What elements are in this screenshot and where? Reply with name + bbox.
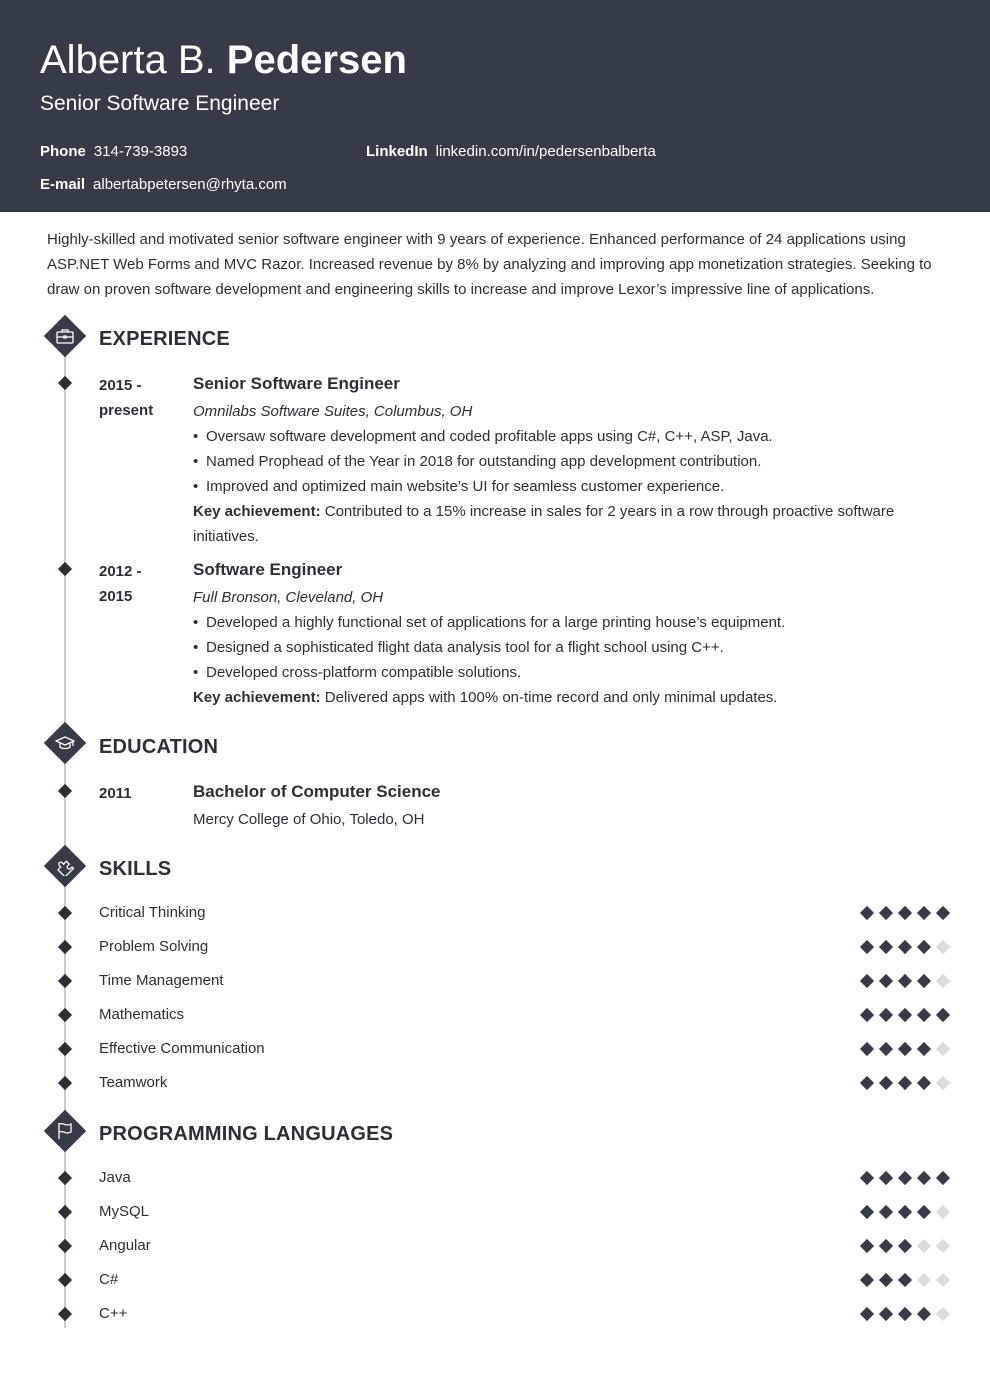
skill-rating: [860, 905, 952, 921]
timeline-dot: [58, 940, 72, 954]
rating-diamond-filled: [917, 1008, 931, 1022]
rating-diamond-filled: [898, 940, 912, 954]
rating-diamond-filled: [917, 940, 931, 954]
rating-diamond-filled: [917, 974, 931, 988]
rating-diamond-filled: [898, 1042, 912, 1056]
rating-diamond-filled: [879, 974, 893, 988]
bullet-text: Oversaw software development and coded profitable apps using C#, C++, ASP, Java.: [206, 428, 773, 445]
key-achievement-text: Contributed to a 15% increase in sales for 2 years in a row through proactive software initiatives.: [193, 503, 895, 545]
rating-diamond-filled: [879, 940, 893, 954]
language-name: Java: [99, 1169, 131, 1186]
rating-diamond-filled: [860, 1008, 874, 1022]
section-title-education: EDUCATION: [99, 736, 219, 758]
bullet-text: Developed a highly functional set of applications for a large printing house’s equipment.: [206, 614, 786, 631]
resume-header: [0, 0, 990, 212]
job-title: Senior Software Engineer: [193, 374, 400, 393]
rating-diamond-filled: [879, 1008, 893, 1022]
rating-diamond-empty: [936, 1307, 950, 1321]
section-title-skills: SKILLS: [99, 858, 172, 880]
rating-diamond-filled: [898, 906, 912, 920]
last-name: Pedersen: [226, 38, 407, 82]
job-date-start: 2015 -: [99, 377, 142, 394]
timeline-dot: [58, 1042, 72, 1056]
linkedin-link[interactable]: linkedin.com/in/pedersenbalberta: [435, 143, 656, 160]
rating-diamond-empty: [936, 1042, 950, 1056]
rating-diamond-filled: [879, 1042, 893, 1056]
timeline-dot: [58, 1273, 72, 1287]
rating-diamond-empty: [936, 1273, 950, 1287]
job-date-start: 2012 -: [99, 563, 142, 580]
education-degree: Bachelor of Computer Science: [193, 782, 441, 801]
job-title: Software Engineer: [193, 560, 343, 579]
timeline-dot: [58, 1076, 72, 1090]
linkedin-label: LinkedIn: [366, 143, 428, 160]
bullet-mark: •: [193, 664, 199, 681]
job-headline: Senior Software Engineer: [40, 92, 280, 115]
rating-diamond-filled: [898, 1171, 912, 1185]
timeline-dot: [58, 974, 72, 988]
timeline-dot: [58, 1307, 72, 1321]
rating-diamond-filled: [879, 1307, 893, 1321]
full-name: [40, 36, 407, 84]
rating-diamond-filled: [898, 1205, 912, 1219]
timeline-dot: [58, 906, 72, 920]
rating-diamond-filled: [860, 906, 874, 920]
bullet-text: Improved and optimized main website’s UI for seamless customer experience.: [206, 478, 725, 495]
rating-diamond-filled: [879, 906, 893, 920]
bullet-mark: •: [193, 453, 199, 470]
rating-diamond-filled: [917, 1205, 931, 1219]
language-name: MySQL: [99, 1203, 150, 1220]
bullet-mark: •: [193, 614, 199, 631]
job-company: Full Bronson, Cleveland, OH: [193, 589, 384, 606]
skill-name: Mathematics: [99, 1006, 185, 1023]
rating-diamond-filled: [917, 1307, 931, 1321]
rating-diamond-filled: [898, 1076, 912, 1090]
rating-diamond-filled: [879, 1171, 893, 1185]
section-title-experience: EXPERIENCE: [99, 328, 230, 350]
rating-diamond-empty: [917, 1273, 931, 1287]
skill-rating: [860, 939, 952, 955]
education-date: 2011: [99, 785, 132, 802]
key-achievement: [193, 685, 913, 710]
rating-diamond-empty: [936, 974, 950, 988]
email-label: E-mail: [40, 176, 86, 193]
timeline-dot: [58, 562, 72, 576]
language-name: C++: [99, 1305, 128, 1322]
timeline-dot: [58, 1008, 72, 1022]
skill-name: Time Management: [99, 972, 224, 989]
skill-rating: [860, 1075, 952, 1091]
bullet-text: Named Prophead of the Year in 2018 for outstanding app development contribution.: [206, 453, 762, 470]
rating-diamond-filled: [936, 1171, 950, 1185]
rating-diamond-filled: [860, 1076, 874, 1090]
rating-diamond-filled: [879, 1205, 893, 1219]
rating-diamond-empty: [936, 1205, 950, 1219]
language-rating: [860, 1170, 952, 1186]
language-rating: [860, 1204, 952, 1220]
skill-rating: [860, 1007, 952, 1023]
bullet-mark: •: [193, 478, 199, 495]
key-achievement-text: Delivered apps with 100% on-time record and only minimal updates.: [324, 689, 778, 706]
rating-diamond-filled: [898, 1307, 912, 1321]
rating-diamond-filled: [879, 1239, 893, 1253]
rating-diamond-filled: [860, 940, 874, 954]
bullet-mark: •: [193, 639, 199, 656]
skill-name: Effective Communication: [99, 1040, 265, 1057]
education-school: Mercy College of Ohio, Toledo, OH: [193, 811, 425, 828]
rating-diamond-filled: [917, 1076, 931, 1090]
skill-name: Critical Thinking: [99, 904, 206, 921]
rating-diamond-empty: [917, 1239, 931, 1253]
linkedin-contact: [366, 142, 656, 162]
rating-diamond-empty: [936, 1076, 950, 1090]
briefcase-icon: [44, 315, 86, 357]
rating-diamond-filled: [917, 1042, 931, 1056]
rating-diamond-filled: [898, 974, 912, 988]
timeline-dot: [58, 1171, 72, 1185]
key-achievement-label: Key achievement:: [193, 689, 321, 706]
rating-diamond-filled: [860, 1171, 874, 1185]
first-name: Alberta B.: [40, 38, 216, 82]
rating-diamond-filled: [860, 1205, 874, 1219]
section-title-programming-languages: PROGRAMMING LANGUAGES: [99, 1123, 394, 1145]
job-date-end: 2015: [99, 588, 133, 605]
skill-rating: [860, 973, 952, 989]
timeline-dot: [58, 376, 72, 390]
job-bullet: [193, 424, 773, 449]
email-link[interactable]: albertabpetersen@rhyta.com: [93, 176, 287, 193]
key-achievement: [193, 499, 913, 549]
profile-summary: Highly-skilled and motivated senior software engineer with 9 years of experience. Enhanced performance of 24 applications using ASP.NET Web Forms and MVC Razor. Increased revenue by 8% by analyzing and improving app monetization strategies. Seeking to draw on proven software development and engineering skills to increase and improve Lexor’s impressive line of applications.: [47, 231, 932, 298]
rating-diamond-filled: [898, 1008, 912, 1022]
bullet-text: Developed cross-platform compatible solutions.: [206, 664, 522, 681]
phone-contact: [40, 142, 187, 162]
timeline-dot: [58, 784, 72, 798]
graduation-cap-icon: [44, 722, 86, 764]
rating-diamond-empty: [936, 1239, 950, 1253]
phone-value: 314-739-3893: [93, 143, 188, 160]
bullet-text: Designed a sophisticated flight data analysis tool for a flight school using C++.: [206, 639, 724, 656]
job-date-end: present: [99, 402, 154, 419]
rating-diamond-filled: [879, 1273, 893, 1287]
email-contact: [40, 175, 287, 195]
rating-diamond-filled: [936, 906, 950, 920]
bullet-mark: •: [193, 428, 199, 445]
job-company: Omnilabs Software Suites, Columbus, OH: [193, 403, 473, 420]
skill-name: Problem Solving: [99, 938, 209, 955]
skill-rating: [860, 1041, 952, 1057]
job-bullet: [193, 635, 724, 660]
language-rating: [860, 1306, 952, 1322]
puzzle-icon: [44, 845, 86, 887]
timeline-dot: [58, 1205, 72, 1219]
rating-diamond-empty: [936, 940, 950, 954]
language-rating: [860, 1238, 952, 1254]
timeline-dot: [58, 1239, 72, 1253]
rating-diamond-filled: [936, 1008, 950, 1022]
job-bullet: [193, 474, 724, 499]
rating-diamond-filled: [917, 1171, 931, 1185]
skill-name: Teamwork: [99, 1074, 168, 1091]
rating-diamond-filled: [898, 1273, 912, 1287]
rating-diamond-filled: [917, 906, 931, 920]
language-rating: [860, 1272, 952, 1288]
key-achievement-label: Key achievement:: [193, 503, 321, 520]
rating-diamond-filled: [860, 1307, 874, 1321]
language-name: Angular: [99, 1237, 151, 1254]
rating-diamond-filled: [879, 1076, 893, 1090]
rating-diamond-filled: [860, 1042, 874, 1056]
job-bullet: [193, 449, 761, 474]
job-bullet: [193, 610, 785, 635]
job-bullet: [193, 660, 521, 685]
rating-diamond-filled: [860, 1273, 874, 1287]
rating-diamond-filled: [898, 1239, 912, 1253]
phone-label: Phone: [40, 143, 86, 160]
flag-icon: [44, 1110, 86, 1152]
rating-diamond-filled: [860, 974, 874, 988]
language-name: C#: [99, 1271, 119, 1288]
rating-diamond-filled: [860, 1239, 874, 1253]
